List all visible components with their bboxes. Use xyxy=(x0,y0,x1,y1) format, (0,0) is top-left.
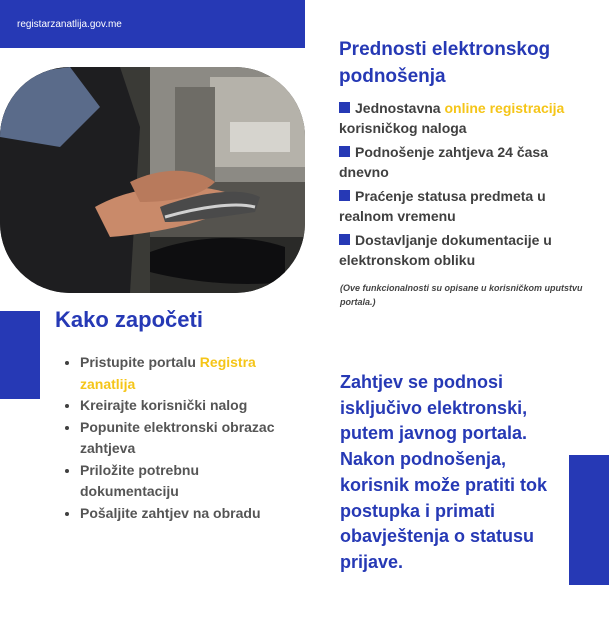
list-item xyxy=(339,142,599,182)
list-item xyxy=(339,98,599,138)
accent-block-right xyxy=(569,455,609,585)
list-item xyxy=(80,395,300,417)
benefit-text: Jednostavna xyxy=(355,100,445,116)
photo-illustration xyxy=(0,67,305,293)
craftsman-photo xyxy=(0,67,305,293)
list-item xyxy=(80,417,300,460)
square-bullet-icon xyxy=(339,146,350,157)
square-bullet-icon xyxy=(339,190,350,201)
benefit-text: korisničkog naloga xyxy=(339,120,467,136)
step-text: Kreirajte korisnički nalog xyxy=(80,397,248,413)
benefits-title: Prednosti elektronskog podnošenja xyxy=(339,39,551,87)
list-item xyxy=(339,186,599,226)
step-text: Priložite potrebnu dokumentaciju xyxy=(80,461,199,499)
step-text: Pošaljite zahtjev na obradu xyxy=(80,504,261,521)
steps-list xyxy=(62,352,300,524)
step-text: Pristupite portalu xyxy=(80,354,200,370)
list-item xyxy=(80,460,300,503)
benefits-note: (Ove funkcionalnosti su opisane u korisničkom uputstvu portala.) xyxy=(340,283,583,307)
benefit-highlight: online registracija xyxy=(444,100,565,116)
list-item xyxy=(80,352,300,395)
square-bullet-icon xyxy=(339,234,350,245)
step-highlight[interactable]: Registra zanatlija xyxy=(80,354,256,392)
site-url[interactable]: registarzanatlija.gov.me xyxy=(17,19,122,30)
square-bullet-icon xyxy=(339,102,350,113)
accent-block-left xyxy=(0,311,40,399)
submission-statement: Zahtjev se podnosi isključivo elektronski, putem javnog portala. Nakon podnošenja, korisnik može pratiti tok postupka i primati obavještenja o statusu prijave. xyxy=(340,372,548,572)
benefit-text: Podnošenje zahtjeva 24 časa dnevno xyxy=(339,144,548,180)
benefits-list xyxy=(339,98,599,274)
benefit-text: Dostavljanje dokumentacije u elektronskom obliku xyxy=(339,232,552,268)
step-text: Popunite elektronski obrazac zahtjeva xyxy=(80,418,275,456)
start-title: Kako započeti xyxy=(55,307,203,332)
list-item xyxy=(80,503,300,525)
benefit-text: Praćenje statusa predmeta u realnom vremenu xyxy=(339,188,546,224)
list-item xyxy=(339,230,599,270)
